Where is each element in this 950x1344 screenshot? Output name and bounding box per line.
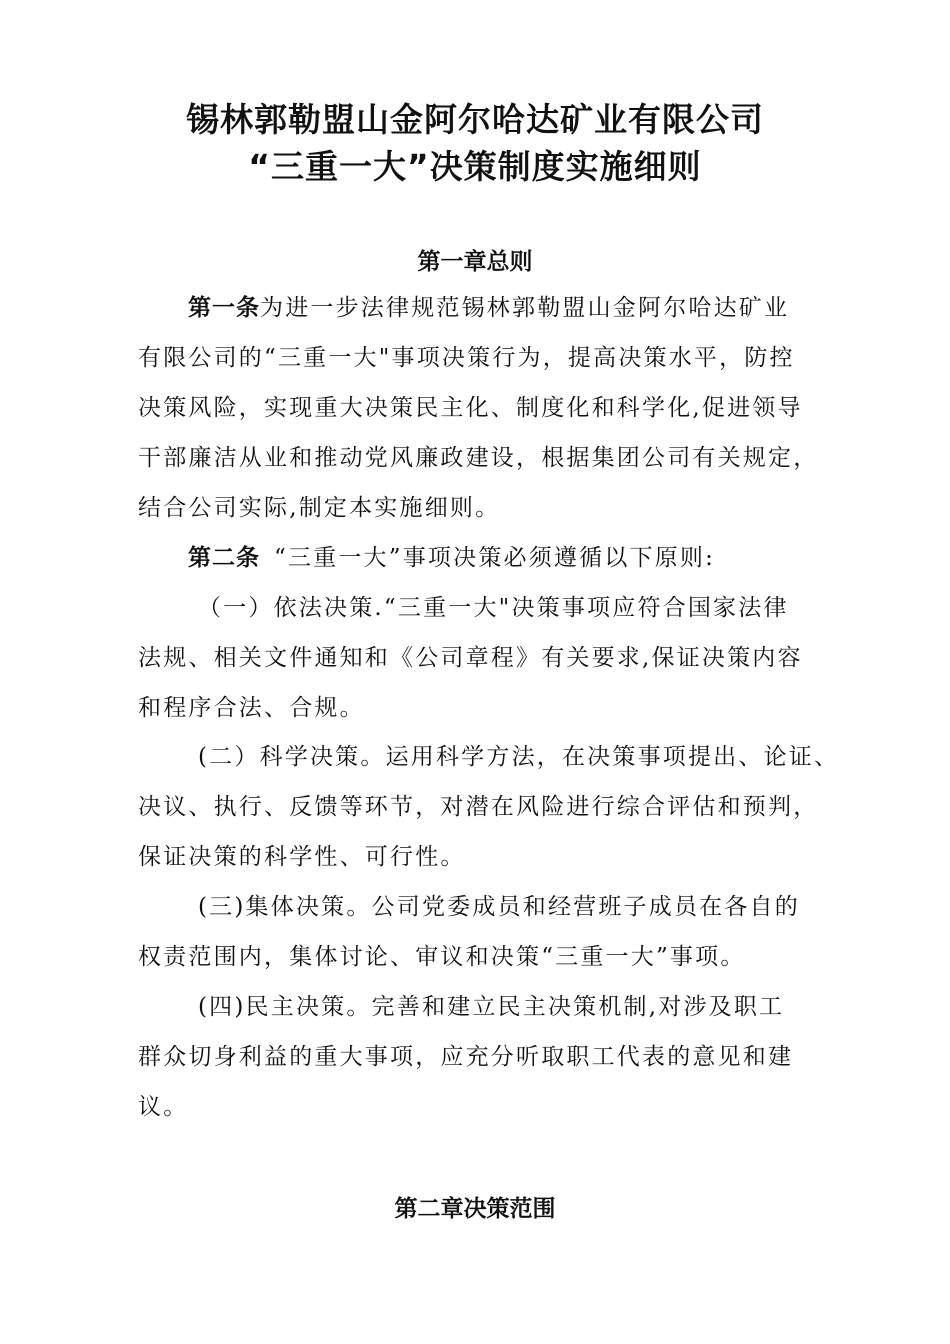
article-1-line-2: 有限公司的“三重一大"事项决策行为，提高决策水平，防控 [138,345,795,371]
principle-4-line-2: 群众切身利益的重大事项，应充分听取职工代表的意见和建 [138,1044,794,1070]
article-2-label: 第二条 [188,545,260,571]
principle-3-line-2: 权责范围内，集体讨论、审议和决策“三重一大”事项。 [138,944,746,970]
article-2-line-1 [188,538,888,578]
document-title-line2: “三重一大”决策制度实施细则 [248,147,702,186]
principle-2-line-2: 决议、执行、反馈等环节，对潜在风险进行综合评估和预判， [138,794,819,820]
chapter-heading-2: 第二章决策范围 [394,1196,556,1222]
article-1-label: 第一条 [188,295,260,321]
chapter-heading-1: 第一章总则 [417,249,533,275]
article-1-line-1 [188,288,888,328]
document-title-line1: 锡林郭勒盟山金阿尔哈达矿业有限公司 [186,100,764,139]
principle-4-line-1: (四)民主决策。完善和建立民主决策机制,对涉及职工 [198,994,785,1020]
article-1-line-4: 干部廉洁从业和推动党风廉政建设，根据集团公司有关规定， [138,445,819,471]
article-2-text: “三重一大”事项决策必须遵循以下原则: [274,545,716,571]
principle-2-line-3: 保证决策的科学性、可行性。 [138,844,466,870]
article-1-line-3: 决策风险，实现重大决策民主化、制度化和科学化,促进领导 [138,395,803,421]
principle-3-line-1: (三)集体决策。公司党委成员和经营班子成员在各自的 [198,894,800,920]
principle-4-line-3: 议。 [138,1094,189,1120]
principle-1-line-3: 和程序合法、合规。 [138,695,365,721]
article-1-line-5: 结合公司实际,制定本实施细则。 [138,495,501,521]
principle-2-line-1: (二）科学决策。运用科学方法，在决策事项提出、论证、 [198,744,840,770]
principle-1-line-1: （一）依法决策.“三重一大"决策事项应符合国家法律 [198,595,789,621]
principle-1-line-2: 法规、相关文件通知和《公司章程》有关要求,保证决策内容 [138,645,803,671]
article-1-text: 为进一步法律规范锡林郭勒盟山金阿尔哈达矿业 [260,295,790,321]
